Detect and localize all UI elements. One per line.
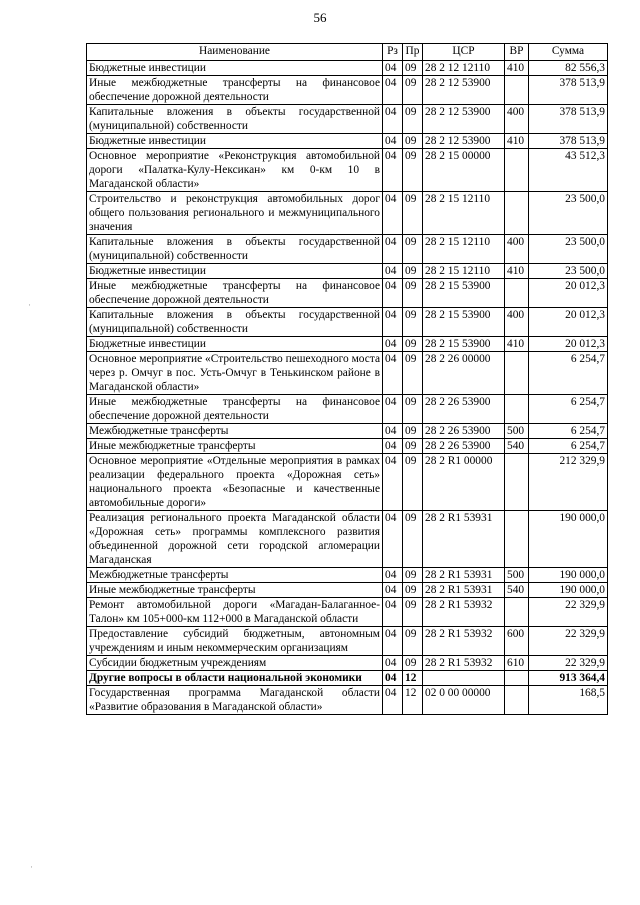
table-row: [87, 568, 608, 583]
cell-vr: 400: [505, 235, 529, 264]
cell-sum: 6 254,7: [529, 352, 608, 395]
scan-mark: ·: [28, 300, 31, 310]
table-row: [87, 454, 608, 511]
cell-pr: 09: [403, 454, 423, 511]
cell-name: Капитальные вложения в объекты государственной (муниципальной) собственности: [87, 308, 383, 337]
cell-sum: 23 500,0: [529, 192, 608, 235]
cell-name: Предоставление субсидий бюджетным, автономным учреждениям и иным некоммерческим организациям: [87, 627, 383, 656]
cell-sum: 23 500,0: [529, 264, 608, 279]
cell-name: Основное мероприятие «Отдельные мероприятия в рамках реализации федерального проекта «Дорожная сеть» национального проекта «Безопасные и качественные автомобильные дороги»: [87, 454, 383, 511]
cell-sum: 378 513,9: [529, 105, 608, 134]
cell-pr: 09: [403, 598, 423, 627]
cell-rz: 04: [383, 235, 403, 264]
cell-vr: 410: [505, 264, 529, 279]
header-name: Наименование: [87, 44, 383, 61]
table-body: [87, 61, 608, 715]
cell-csr: 28 2 15 12110: [423, 264, 505, 279]
cell-name: Бюджетные инвестиции: [87, 134, 383, 149]
table-row: [87, 671, 608, 686]
cell-csr: 28 2 R1 53931: [423, 583, 505, 598]
cell-sum: 20 012,3: [529, 279, 608, 308]
table-row: [87, 598, 608, 627]
cell-csr: 28 2 26 53900: [423, 424, 505, 439]
cell-csr: 28 2 15 12110: [423, 192, 505, 235]
cell-pr: 09: [403, 352, 423, 395]
cell-sum: 168,5: [529, 686, 608, 715]
cell-sum: 22 329,9: [529, 656, 608, 671]
cell-rz: 04: [383, 308, 403, 337]
header-csr: ЦСР: [423, 44, 505, 61]
cell-csr: 28 2 15 00000: [423, 149, 505, 192]
cell-pr: 09: [403, 439, 423, 454]
cell-vr: 600: [505, 627, 529, 656]
cell-csr: 28 2 R1 53932: [423, 627, 505, 656]
cell-vr: [505, 598, 529, 627]
table-row: [87, 264, 608, 279]
table-row: [87, 105, 608, 134]
cell-csr: 28 2 R1 00000: [423, 454, 505, 511]
cell-name: Основное мероприятие «Строительство пешеходного моста через р. Омчуг в пос. Усть-Омчуг в Тенькинском районе в Магаданской области»: [87, 352, 383, 395]
cell-rz: 04: [383, 192, 403, 235]
cell-sum: 6 254,7: [529, 439, 608, 454]
cell-csr: 28 2 R1 53931: [423, 568, 505, 583]
cell-pr: 09: [403, 583, 423, 598]
cell-pr: 09: [403, 61, 423, 76]
table-row: [87, 279, 608, 308]
cell-pr: 09: [403, 511, 423, 568]
cell-vr: 540: [505, 583, 529, 598]
cell-name: Реализация регионального проекта Магаданской области «Дорожная сеть» программы комплексного развития объединенной дорожной сети городской агломерации Магаданская: [87, 511, 383, 568]
cell-pr: 09: [403, 395, 423, 424]
cell-pr: 09: [403, 235, 423, 264]
cell-vr: 410: [505, 337, 529, 352]
cell-name: Государственная программа Магаданской области «Развитие образования в Магаданской области»: [87, 686, 383, 715]
table-row: [87, 76, 608, 105]
cell-pr: 09: [403, 424, 423, 439]
cell-pr: 09: [403, 149, 423, 192]
cell-pr: 09: [403, 627, 423, 656]
cell-name: Межбюджетные трансферты: [87, 568, 383, 583]
header-pr: Пр: [403, 44, 423, 61]
cell-rz: 04: [383, 583, 403, 598]
cell-sum: 82 556,3: [529, 61, 608, 76]
cell-vr: 610: [505, 656, 529, 671]
cell-name: Бюджетные инвестиции: [87, 337, 383, 352]
table-row: [87, 424, 608, 439]
cell-pr: 09: [403, 337, 423, 352]
cell-sum: 23 500,0: [529, 235, 608, 264]
cell-name: Субсидии бюджетным учреждениям: [87, 656, 383, 671]
cell-rz: 04: [383, 105, 403, 134]
cell-name: Межбюджетные трансферты: [87, 424, 383, 439]
cell-vr: [505, 149, 529, 192]
cell-sum: 22 329,9: [529, 627, 608, 656]
cell-csr: 28 2 12 53900: [423, 134, 505, 149]
cell-name: Капитальные вложения в объекты государственной (муниципальной) собственности: [87, 105, 383, 134]
header-vr: ВР: [505, 44, 529, 61]
cell-pr: 09: [403, 656, 423, 671]
cell-rz: 04: [383, 134, 403, 149]
cell-vr: 500: [505, 424, 529, 439]
cell-csr: 28 2 R1 53932: [423, 598, 505, 627]
cell-name: Иные межбюджетные трансферты: [87, 583, 383, 598]
table-row: [87, 337, 608, 352]
cell-sum: 190 000,0: [529, 568, 608, 583]
cell-sum: 22 329,9: [529, 598, 608, 627]
cell-pr: 09: [403, 279, 423, 308]
cell-csr: 28 2 15 12110: [423, 235, 505, 264]
cell-csr: 28 2 12 12110: [423, 61, 505, 76]
table-row: [87, 308, 608, 337]
cell-vr: [505, 395, 529, 424]
cell-name: Другие вопросы в области национальной экономики: [87, 671, 383, 686]
cell-name: Основное мероприятие «Реконструкция автомобильной дороги «Палатка-Кулу-Нексикан» км 0-км 10 в Магаданской области»: [87, 149, 383, 192]
cell-name: Иные межбюджетные трансферты на финансовое обеспечение дорожной деятельности: [87, 76, 383, 105]
cell-csr: 28 2 R1 53932: [423, 656, 505, 671]
cell-pr: 09: [403, 105, 423, 134]
cell-vr: [505, 454, 529, 511]
header-rz: Рз: [383, 44, 403, 61]
cell-csr: 28 2 15 53900: [423, 308, 505, 337]
cell-sum: 6 254,7: [529, 424, 608, 439]
table-row: [87, 352, 608, 395]
table-row: [87, 583, 608, 598]
cell-rz: 04: [383, 264, 403, 279]
table-row: [87, 61, 608, 76]
cell-sum: 43 512,3: [529, 149, 608, 192]
cell-sum: 20 012,3: [529, 308, 608, 337]
cell-pr: 09: [403, 264, 423, 279]
cell-csr: 02 0 00 00000: [423, 686, 505, 715]
cell-rz: 04: [383, 395, 403, 424]
cell-rz: 04: [383, 61, 403, 76]
cell-csr: 28 2 12 53900: [423, 105, 505, 134]
cell-vr: [505, 192, 529, 235]
cell-pr: 09: [403, 192, 423, 235]
cell-csr: [423, 671, 505, 686]
cell-rz: 04: [383, 686, 403, 715]
cell-sum: 378 513,9: [529, 134, 608, 149]
cell-name: Бюджетные инвестиции: [87, 264, 383, 279]
cell-rz: 04: [383, 424, 403, 439]
cell-rz: 04: [383, 279, 403, 308]
cell-vr: [505, 511, 529, 568]
cell-rz: 04: [383, 671, 403, 686]
cell-sum: 190 000,0: [529, 511, 608, 568]
cell-sum: 378 513,9: [529, 76, 608, 105]
cell-vr: [505, 279, 529, 308]
cell-name: Иные межбюджетные трансферты на финансовое обеспечение дорожной деятельности: [87, 279, 383, 308]
cell-pr: 09: [403, 308, 423, 337]
cell-rz: 04: [383, 439, 403, 454]
cell-csr: 28 2 15 53900: [423, 279, 505, 308]
cell-vr: 410: [505, 134, 529, 149]
cell-sum: 20 012,3: [529, 337, 608, 352]
cell-name: Строительство и реконструкция автомобильных дорог общего пользования регионального и межмуниципального значения: [87, 192, 383, 235]
cell-vr: [505, 686, 529, 715]
cell-vr: 500: [505, 568, 529, 583]
cell-pr: 12: [403, 671, 423, 686]
cell-rz: 04: [383, 337, 403, 352]
cell-rz: 04: [383, 656, 403, 671]
cell-pr: 12: [403, 686, 423, 715]
scan-mark: ·: [30, 862, 33, 872]
table-header-row: [87, 44, 608, 61]
cell-name: Иные межбюджетные трансферты: [87, 439, 383, 454]
table-row: [87, 395, 608, 424]
cell-sum: 913 364,4: [529, 671, 608, 686]
table-row: [87, 235, 608, 264]
cell-vr: [505, 352, 529, 395]
cell-sum: 190 000,0: [529, 583, 608, 598]
cell-sum: 212 329,9: [529, 454, 608, 511]
cell-csr: 28 2 12 53900: [423, 76, 505, 105]
header-sum: Сумма: [529, 44, 608, 61]
cell-rz: 04: [383, 598, 403, 627]
cell-name: Иные межбюджетные трансферты на финансовое обеспечение дорожной деятельности: [87, 395, 383, 424]
cell-rz: 04: [383, 627, 403, 656]
table-row: [87, 686, 608, 715]
table-row: [87, 134, 608, 149]
cell-rz: 04: [383, 352, 403, 395]
table-row: [87, 149, 608, 192]
cell-vr: 400: [505, 105, 529, 134]
cell-rz: 04: [383, 511, 403, 568]
page-number: 56: [313, 10, 327, 25]
table-row: [87, 627, 608, 656]
cell-csr: 28 2 R1 53931: [423, 511, 505, 568]
cell-pr: 09: [403, 568, 423, 583]
cell-sum: 6 254,7: [529, 395, 608, 424]
cell-csr: 28 2 26 00000: [423, 352, 505, 395]
table-row: [87, 511, 608, 568]
cell-rz: 04: [383, 454, 403, 511]
cell-csr: 28 2 26 53900: [423, 439, 505, 454]
cell-rz: 04: [383, 149, 403, 192]
cell-vr: 400: [505, 308, 529, 337]
cell-name: Ремонт автомобильной дороги «Магадан-Балаганное-Талон» км 105+000-км 112+000 в Магаданской области: [87, 598, 383, 627]
table-row: [87, 656, 608, 671]
cell-rz: 04: [383, 76, 403, 105]
cell-vr: [505, 671, 529, 686]
cell-csr: 28 2 26 53900: [423, 395, 505, 424]
cell-csr: 28 2 15 53900: [423, 337, 505, 352]
cell-name: Капитальные вложения в объекты государственной (муниципальной) собственности: [87, 235, 383, 264]
cell-pr: 09: [403, 134, 423, 149]
cell-name: Бюджетные инвестиции: [87, 61, 383, 76]
budget-table: [86, 43, 608, 715]
cell-vr: 540: [505, 439, 529, 454]
table-row: [87, 192, 608, 235]
cell-vr: 410: [505, 61, 529, 76]
cell-pr: 09: [403, 76, 423, 105]
cell-vr: [505, 76, 529, 105]
table-row: [87, 439, 608, 454]
cell-rz: 04: [383, 568, 403, 583]
